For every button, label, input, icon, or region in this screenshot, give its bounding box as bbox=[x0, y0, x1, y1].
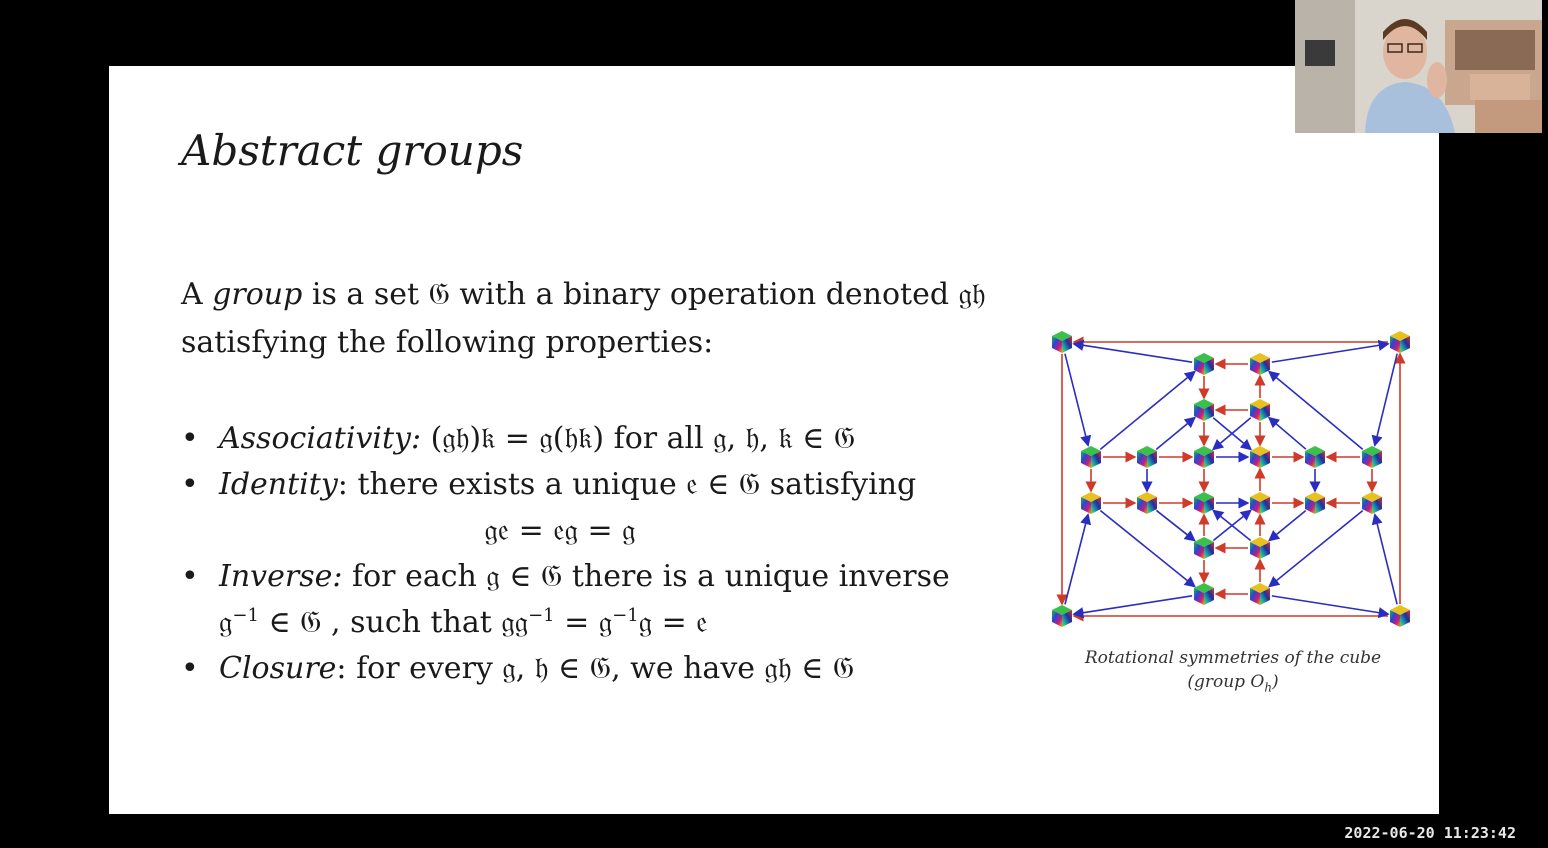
bullet-icon: • bbox=[181, 467, 199, 502]
cube-node bbox=[1250, 583, 1270, 605]
graph-edge bbox=[1269, 418, 1306, 449]
graph-edge bbox=[1272, 596, 1388, 614]
cube-node bbox=[1390, 331, 1410, 353]
graph-edge bbox=[1065, 515, 1088, 605]
cube-node bbox=[1137, 492, 1157, 514]
cube-node bbox=[1194, 446, 1214, 468]
caption-line-2b: ) bbox=[1272, 672, 1279, 692]
cube-node bbox=[1250, 492, 1270, 514]
graph-edge bbox=[1074, 344, 1192, 362]
cube-node bbox=[1390, 605, 1410, 627]
identity-equation: 𝔤𝔢 = 𝔢𝔤 = 𝔤 bbox=[484, 513, 636, 548]
graph-edge bbox=[1156, 510, 1194, 540]
cube-node bbox=[1362, 446, 1382, 468]
cube-node bbox=[1250, 446, 1270, 468]
webcam-video bbox=[1295, 0, 1542, 133]
graph-edge bbox=[1269, 372, 1363, 450]
property-name: Inverse: bbox=[219, 559, 343, 594]
cube-node bbox=[1052, 605, 1072, 627]
graph-edge bbox=[1074, 596, 1192, 614]
cube-node bbox=[1305, 492, 1325, 514]
intro-text-3: satisfying the following properties: bbox=[181, 325, 714, 360]
slide-title: Abstract groups bbox=[181, 126, 524, 175]
eq-part: = 𝔤 bbox=[554, 605, 613, 640]
graph-edge bbox=[1269, 511, 1362, 587]
cube-node bbox=[1250, 399, 1270, 421]
presentation-slide bbox=[109, 66, 1439, 814]
caption-subscript: h bbox=[1264, 680, 1273, 695]
graph-edge bbox=[1375, 515, 1397, 605]
cube-node bbox=[1081, 492, 1101, 514]
property-name: Associativity: bbox=[219, 421, 422, 456]
eq-sup: −1 bbox=[232, 605, 259, 626]
properties-list bbox=[181, 416, 981, 692]
intro-text-2: is a set 𝔊 with a binary operation denoted 𝔤𝔥 bbox=[302, 277, 986, 312]
recording-timestamp: 2022-06-20 11:23:42 bbox=[1344, 824, 1516, 842]
property-text: : there exists a unique 𝔢 ∈ 𝔊 satisfying bbox=[337, 467, 917, 502]
caption-line-1: Rotational symmetries of the cube bbox=[1084, 648, 1382, 668]
bullet-icon: • bbox=[181, 421, 199, 456]
eq-sup: −1 bbox=[528, 605, 555, 626]
cube-node bbox=[1052, 331, 1072, 353]
list-item-inverse bbox=[181, 554, 981, 646]
cube-node bbox=[1194, 399, 1214, 421]
property-name: Identity bbox=[219, 467, 338, 502]
graph-edges bbox=[1062, 342, 1400, 616]
property-text: (𝔤𝔥)𝔨 = 𝔤(𝔥𝔨) for all 𝔤, 𝔥, 𝔨 ∈ 𝔊 bbox=[421, 421, 856, 456]
eq-part: ∈ 𝔊 , such that 𝔤𝔤 bbox=[258, 605, 529, 640]
list-item-identity bbox=[181, 462, 981, 554]
cube-node bbox=[1137, 446, 1157, 468]
eq-part: 𝔤 = 𝔢 bbox=[638, 605, 708, 640]
intro-text-1: A bbox=[181, 277, 213, 312]
property-text: : for every 𝔤, 𝔥 ∈ 𝔊, we have 𝔤𝔥 ∈ 𝔊 bbox=[336, 651, 855, 686]
graph-nodes bbox=[1052, 331, 1410, 627]
cube-node bbox=[1250, 537, 1270, 559]
list-item-associativity bbox=[181, 416, 981, 462]
graph-edge bbox=[1100, 372, 1194, 450]
list-item-closure bbox=[181, 646, 981, 692]
cube-node bbox=[1362, 492, 1382, 514]
cube-node bbox=[1081, 446, 1101, 468]
cube-symmetry-cayley-graph bbox=[1047, 324, 1419, 636]
cube-node bbox=[1194, 353, 1214, 375]
eq-part: 𝔤 bbox=[219, 605, 233, 640]
inverse-equation bbox=[219, 600, 981, 646]
graph-edge bbox=[1269, 511, 1305, 541]
bullet-icon: • bbox=[181, 559, 199, 594]
cube-node bbox=[1194, 492, 1214, 514]
bullet-icon: • bbox=[181, 651, 199, 686]
graph-edge bbox=[1272, 344, 1388, 362]
eq-sup: −1 bbox=[612, 605, 639, 626]
figure-caption bbox=[1047, 646, 1419, 699]
property-name: Closure bbox=[219, 651, 337, 686]
presenter-webcam bbox=[1295, 0, 1542, 133]
graph-edge bbox=[1375, 354, 1397, 446]
graph-edge bbox=[1100, 511, 1194, 587]
intro-group-word: group bbox=[212, 277, 303, 312]
graph-edge bbox=[1065, 354, 1088, 446]
cube-node bbox=[1194, 583, 1214, 605]
group-definition bbox=[181, 271, 1001, 367]
cube-node bbox=[1194, 537, 1214, 559]
cube-node bbox=[1250, 353, 1270, 375]
cube-node bbox=[1305, 446, 1325, 468]
property-text: for each 𝔤 ∈ 𝔊 there is a unique inverse bbox=[342, 559, 950, 594]
graph-edge bbox=[1156, 418, 1194, 450]
caption-line-2a: (group O bbox=[1187, 672, 1265, 692]
